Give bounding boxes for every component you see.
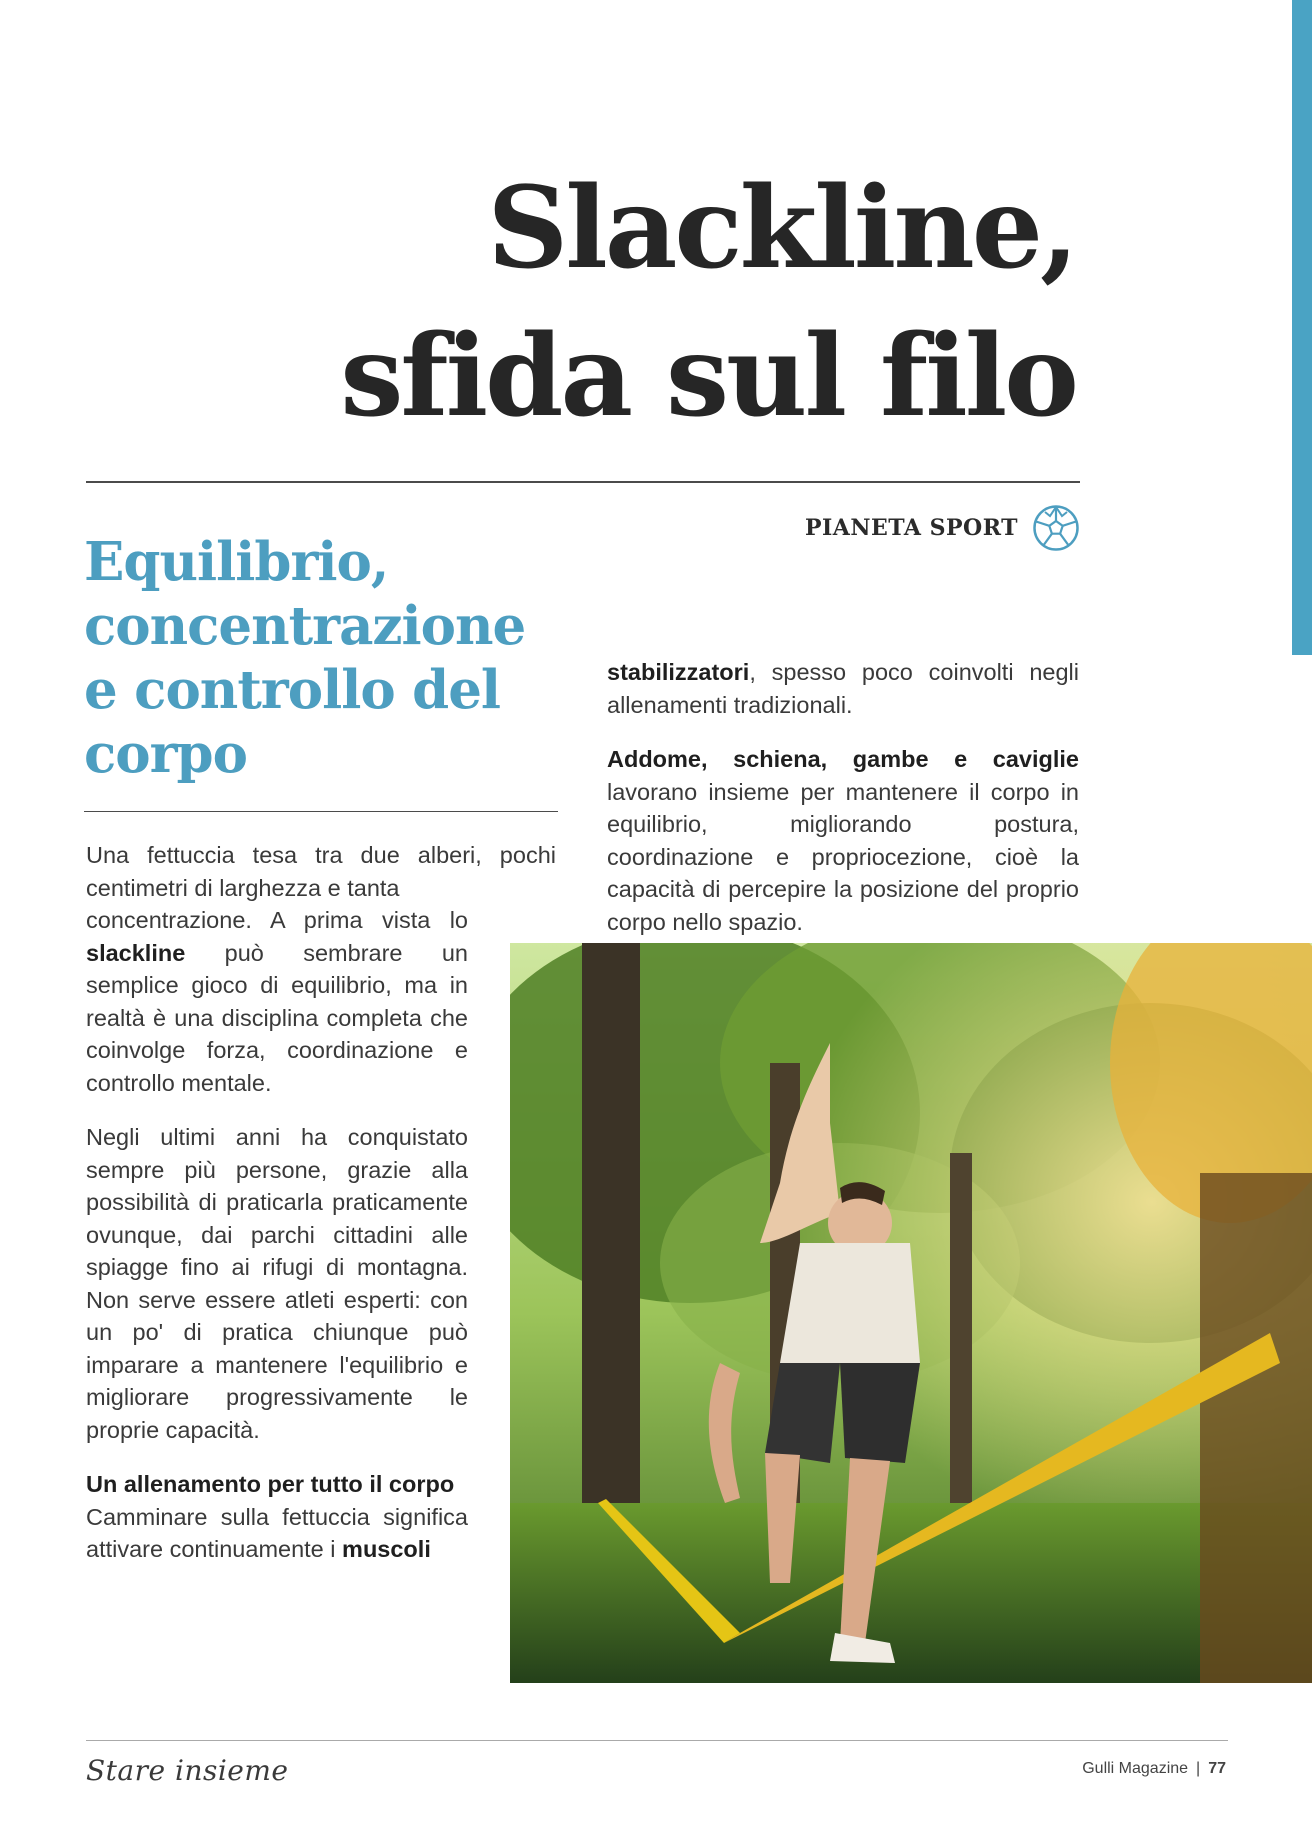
keyword-slackline: slackline [86,939,186,966]
right-paragraph-1-text: , spesso poco coinvolti negli allenamenti tradizionali. [607,659,1079,718]
title-line-1: Slackline, [487,163,1076,294]
section-color-bar [1292,0,1312,655]
page-number: 77 [1208,1760,1226,1777]
soccer-ball-icon [1032,504,1080,552]
section-label: PIANETA SPORT [804,515,1018,541]
keyword-stabilizzatori: stabilizzatori [607,659,750,685]
intro-paragraph [86,904,468,1099]
subtitle-line: corpo [84,723,247,785]
right-column [607,656,1079,960]
magazine-name: Gulli Magazine [1082,1760,1189,1777]
title-divider [86,481,1080,483]
article-title [340,155,1076,451]
intro-wide-lines [86,839,556,904]
title-line-2: sfida sul filo [340,311,1076,442]
subtitle-line: Equilibrio, [84,531,389,593]
keyword-body-parts: Addome, schiena, gambe e caviglie [607,746,1079,772]
paragraph-3-text: Camminare sulla fettuccia significa attivare continuamente i [86,1503,468,1562]
footer-divider [86,1740,1228,1741]
footer-page-info [1082,1760,1226,1778]
section-heading: Un allenamento per tutto il corpo [86,1471,455,1497]
right-paragraph-1 [607,656,1079,721]
footer-brand: Stare insieme [86,1754,289,1787]
intro-text-wide: Una fettuccia tesa tra due alberi, pochi centimetri di larghezza e tanta [86,842,556,901]
section-tag [805,504,1080,552]
subtitle-line: e controllo del [84,659,501,721]
paragraph-3 [86,1468,468,1566]
slackline-photo-illustration [510,943,1312,1683]
subtitle-divider [84,811,558,812]
intro-continue: concentrazione. A prima vista lo [86,907,468,933]
intro-rest: può sembrare un semplice gioco di equilibrio, ma in realtà è una disciplina completa che coinvolge forza, coordinazione e controllo mentale. [86,939,468,1096]
paragraph-2: Negli ultimi anni ha conquistato sempre più persone, grazie alla possibilità di praticarla praticamente ovunque, dai parchi cittadini alle spiagge fino ai rifugi di montagna. Non serve essere atleti esperti: con un po' di pratica chiunque può imparare a mantenere l'equilibrio e migliorare progressivamente le proprie capacità. [86,1124,468,1443]
subtitle-line: concentrazione [84,595,526,657]
article-subtitle [84,530,564,786]
slackline-photo [510,943,1312,1683]
left-column [86,904,468,1588]
right-paragraph-2-text: lavorano insieme per mantenere il corpo in equilibrio, migliorando postura, coordinazione e propriocezione, cioè la capacità di percepire la posizione del proprio corpo nello spazio. [607,778,1079,935]
keyword-muscoli: muscoli [342,1536,431,1562]
footer-separator: | [1196,1760,1201,1777]
right-paragraph-2 [607,743,1079,938]
